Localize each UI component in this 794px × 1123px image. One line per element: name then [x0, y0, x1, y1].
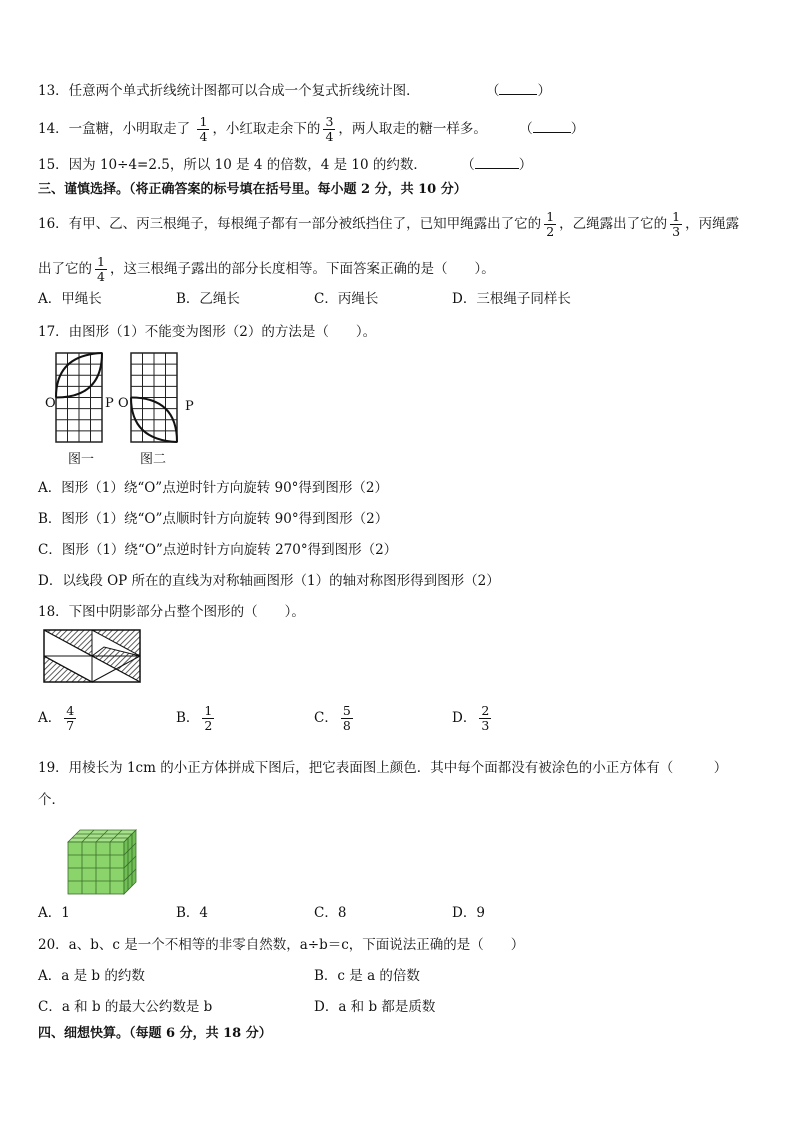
question-19-line2: 个． [38, 792, 65, 808]
q16-text-a: 16．有甲、乙、丙三根绳子，每根绳子都有一部分被纸挡住了，已知甲绳露出了它的 [38, 216, 542, 232]
q18-d-label: D． [452, 710, 477, 726]
question-17: 17．由图形（1）不能变为图形（2）的方法是（ ）。 [38, 324, 377, 340]
q14-fraction-1 [197, 115, 209, 144]
q18-d-num: 2 [481, 703, 490, 718]
q16-text-d: 出了它的 [38, 261, 92, 277]
q16-fraction-1 [544, 210, 556, 239]
q14-text-b: ，小红取走余下的 [212, 121, 321, 137]
q15-answer-blank[interactable] [475, 156, 519, 169]
q20-option-c[interactable]: C．a 和 b 的最大公约数是 b [38, 999, 213, 1015]
q14-text-c: ，两人取走的糖一样多。 [338, 121, 487, 137]
q16-frac1-num: 1 [546, 209, 555, 224]
q18-shaded-figure [44, 630, 142, 684]
q16-frac1-den: 2 [546, 224, 555, 239]
q19-cube-figure [68, 830, 138, 896]
q18-option-c[interactable] [314, 704, 356, 733]
q14-frac1-den: 4 [199, 129, 208, 144]
q18-b-label: B． [176, 710, 200, 726]
q13-paren-close: ） [537, 83, 551, 99]
question-16-line2 [38, 255, 495, 284]
q16-option-a[interactable]: A．甲绳长 [38, 291, 102, 307]
section-4-heading: 四、细想快算。（每题 6 分，共 18 分） [38, 1026, 272, 1041]
q16-option-b[interactable]: B．乙绳长 [176, 291, 240, 307]
q15-paren-open: （ [461, 157, 475, 173]
q13-answer-blank[interactable] [499, 82, 537, 95]
q20-option-b[interactable]: B．c 是 a 的倍数 [314, 968, 420, 984]
q14-frac1-num: 1 [199, 114, 208, 129]
q18-d-den: 3 [481, 718, 490, 733]
q16-fraction-3 [95, 255, 107, 284]
fig2-caption: 图二 [140, 452, 167, 467]
q16-frac3-den: 4 [97, 269, 105, 284]
q14-text-a: 14．一盒糖，小明取走了 [38, 121, 191, 137]
q17-option-d[interactable]: D．以线段 OP 所在的直线为对称轴画图形（1）的轴对称图形得到图形（2） [38, 573, 500, 589]
q15-paren-close: ） [518, 157, 533, 173]
q18-b-den: 2 [204, 718, 213, 733]
q18-b-fraction [202, 704, 214, 733]
fig2-label-o: O [118, 396, 129, 411]
q16-text-e: ，这三根绳子露出的部分长度相等。下面答案正确的是（ ）。 [109, 261, 495, 277]
q18-option-b[interactable] [176, 704, 217, 733]
fig2-label-p: P [185, 399, 194, 414]
q14-fraction-2 [323, 115, 335, 144]
question-15 [38, 156, 532, 174]
q19-option-d[interactable]: D．9 [452, 905, 485, 921]
question-16-line1 [38, 210, 739, 239]
q16-frac3-num: 1 [97, 254, 105, 269]
q18-d-fraction [479, 704, 491, 733]
q16-frac2-num: 1 [672, 209, 681, 224]
question-20: 20．a、b、c 是一个不相等的非零自然数，a÷b＝c，下面说法正确的是（ ） [38, 937, 525, 953]
q16-text-c: ，丙绳露 [685, 216, 740, 232]
q18-c-den: 8 [342, 718, 351, 733]
question-18: 18．下图中阴影部分占整个图形的（ ）。 [38, 604, 305, 620]
fig1-caption: 图一 [68, 452, 95, 467]
q14-paren-open: （ [519, 121, 533, 137]
question-13 [38, 82, 551, 100]
q14-answer-blank[interactable] [533, 120, 571, 133]
q17-option-a[interactable]: A．图形（1）绕“O”点逆时针方向旋转 90°得到图形（2） [38, 480, 389, 496]
q18-a-label: A． [38, 710, 62, 726]
q19-option-b[interactable]: B．4 [176, 905, 209, 921]
q20-option-d[interactable]: D．a 和 b 都是质数 [314, 999, 436, 1015]
q18-option-d[interactable] [452, 704, 494, 733]
q13-text: 13．任意两个单式折线统计图都可以合成一个复式折线统计图． [38, 83, 420, 99]
q13-paren-open: （ [485, 83, 500, 99]
q18-c-fraction [341, 704, 353, 733]
q16-option-c[interactable]: C．丙绳长 [314, 291, 379, 307]
fig1-label-o: O [45, 396, 56, 411]
q18-a-den: 7 [66, 718, 75, 733]
q18-option-a[interactable] [38, 704, 79, 733]
q17-option-b[interactable]: B．图形（1）绕“O”点顺时针方向旋转 90°得到图形（2） [38, 511, 389, 527]
q19-option-c[interactable]: C．8 [314, 905, 347, 921]
q16-fraction-2 [670, 210, 682, 239]
q18-a-num: 4 [66, 703, 75, 718]
q14-frac2-den: 4 [325, 129, 334, 144]
q19-option-a[interactable]: A．1 [38, 905, 70, 921]
q16-frac2-den: 3 [672, 224, 681, 239]
question-14 [38, 115, 584, 144]
q18-b-num: 1 [204, 703, 213, 718]
q14-paren-close: ） [570, 121, 585, 137]
q14-frac2-num: 3 [325, 114, 334, 129]
q16-text-b: ，乙绳露出了它的 [559, 216, 668, 232]
q18-c-num: 5 [342, 703, 351, 718]
section-3-heading: 三、谨慎选择。（将正确答案的标号填在括号里。每小题 2 分，共 10 分） [38, 182, 467, 197]
q15-text: 15．因为 10÷4=2.5，所以 10 是 4 的倍数，4 是 10 的约数． [38, 157, 427, 173]
q18-c-label: C． [314, 710, 338, 726]
q16-option-d[interactable]: D．三根绳子同样长 [452, 291, 571, 307]
question-19-line1: 19．用棱长为 1cm 的小正方体拼成下图后，把它表面图上颜色．其中每个面都没有被涂色的小正方体有（ ） [38, 760, 728, 776]
q18-a-fraction [64, 704, 76, 733]
q17-option-c[interactable]: C．图形（1）绕“O”点逆时针方向旋转 270°得到图形（2） [38, 542, 398, 558]
fig1-label-p: P [105, 396, 114, 411]
q20-option-a[interactable]: A．a 是 b 的约数 [38, 968, 145, 984]
